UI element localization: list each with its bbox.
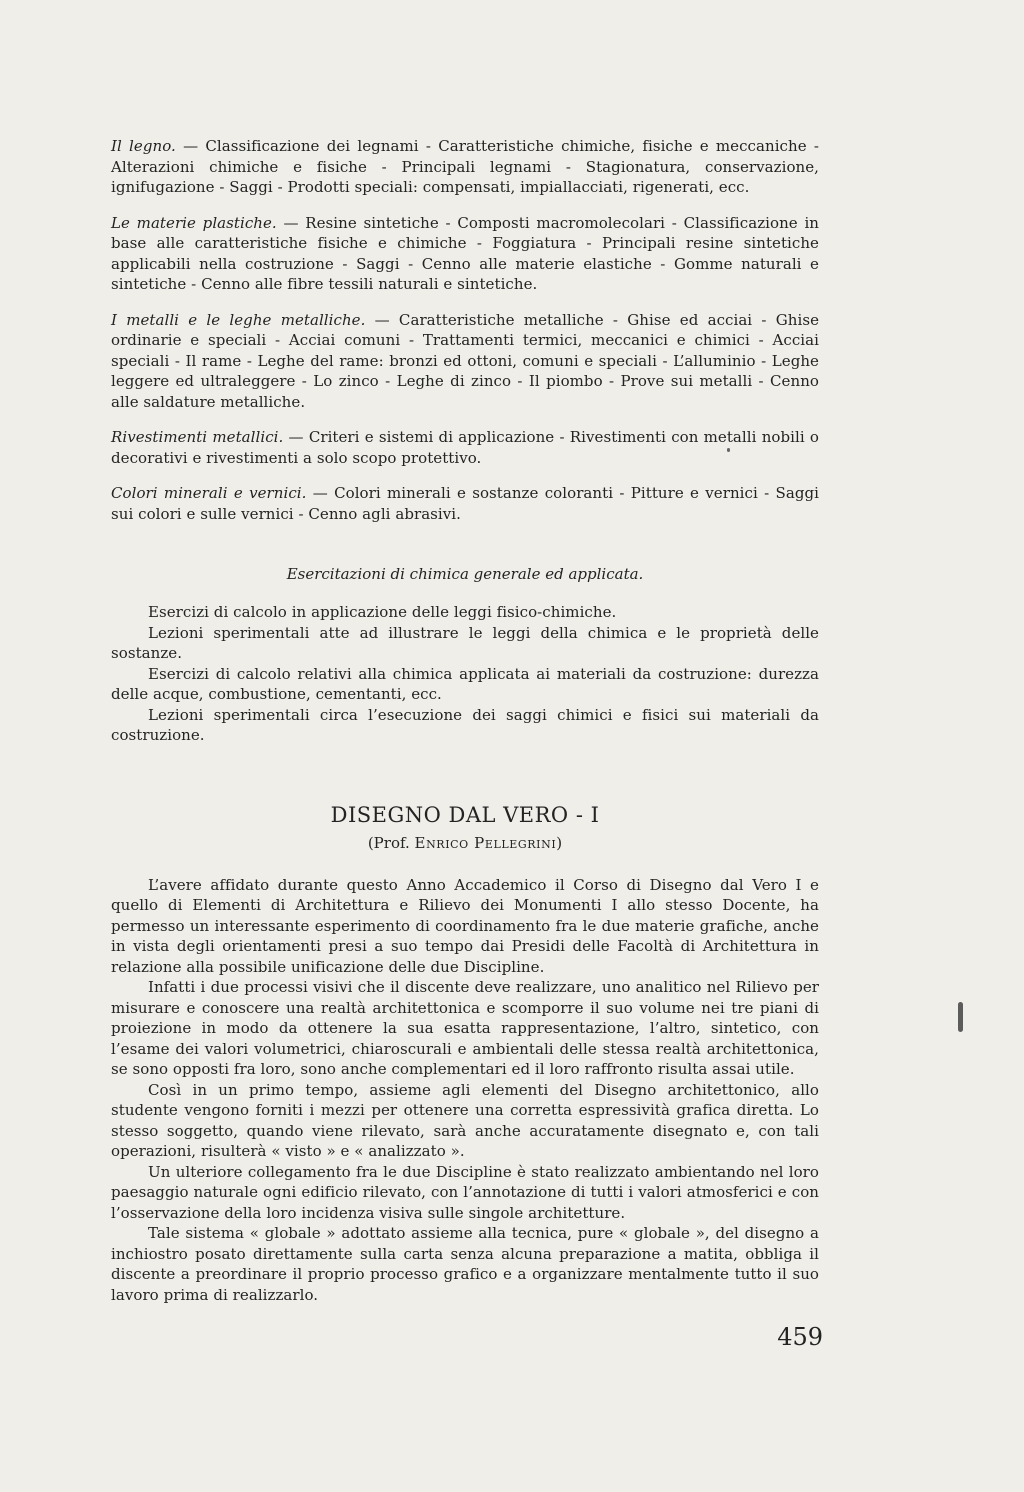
text-column xyxy=(111,136,819,1305)
section-text: — Criteri e sistemi di applicazione - Rivestimenti con metalli nobili o decorativi e rivestimenti a solo scopo protettivo. xyxy=(111,428,819,467)
esercitazioni-item: Esercizi di calcolo in applicazione delle leggi fisico-chimiche. xyxy=(148,603,617,621)
page-number: 459 xyxy=(777,1323,823,1351)
professor-line xyxy=(111,833,819,853)
section-metalli xyxy=(111,310,819,413)
section-colori xyxy=(111,483,819,524)
esercitazioni-item: Esercizi di calcolo relativi alla chimica applicata ai materiali da costruzione: durezza delle acque, combustione, cementanti, ecc. xyxy=(111,664,819,703)
section-heading: Rivestimenti metallici. xyxy=(111,428,284,446)
section-heading: Colori minerali e vernici. xyxy=(111,484,307,502)
section-heading: Le materie plastiche. xyxy=(111,213,277,232)
esercitazioni-block xyxy=(111,564,819,746)
section-text: — Colori minerali e sostanze coloranti - Pitture e vernici - Saggi sui colori e sulle vernici - Cenno agli abrasivi. xyxy=(111,484,820,523)
course-title: DISEGNO DAL VERO - I xyxy=(330,802,600,827)
section-text: — Resine sintetiche - Composti macromolecolari - Classificazione in base alle caratteristiche fisiche e chimiche - Foggiatura - Principali resine sintetiche applicabili nella costruzione - Saggi - Cenno alle materie elastiche - Gomme naturali e sintetiche - Cenno alle fibre tessili naturali e sintetiche. xyxy=(111,213,820,293)
professor-prefix: (Prof. xyxy=(367,833,415,852)
esercitazioni-title: Esercitazioni di chimica generale ed applicata. xyxy=(286,565,644,583)
ink-speck xyxy=(958,1002,963,1032)
body-paragraph: Tale sistema « globale » adottato assieme alla tecnica, pure « globale », del disegno a inchiostro posato direttamente sulla carta senza alcuna preparazione a matita, obbliga il discente a preordinare il proprio processo grafico e a organizzare mentalmente tutto il suo lavoro prima di realizzarlo. xyxy=(111,1224,819,1304)
body-paragraph: Così in un primo tempo, assieme agli elementi del Disegno architettonico, allo studente vengono forniti i mezzi per ottenere una corretta espressività grafica diretta. Lo stesso soggetto, quando viene rilevato, sarà anche accuratamente disegnato e, con tali operazioni, risulterà « visto » e « analizzato ». xyxy=(111,1080,819,1160)
body-paragraph: Un ulteriore collegamento fra le due Discipline è stato realizzato ambientando nel loro paesaggio naturale ogni edificio rilevato, con l’annotazione di tutti i valori atmosferici e con l’osservazione della loro incidenza visiva sulle singole architetture. xyxy=(111,1162,819,1222)
body-paragraph: Infatti i due processi visivi che il discente deve realizzare, uno analitico nel Rilievo per misurare e conoscere una realtà architettonica e scomporre il suo volume nei tre piani di proiezione in modo da ottenere la sua esatta rappresentazione, l’altro, sintetico, con l’esame dei valori volumetrici, chiaroscurali e ambientali delle stessa realtà architettonica, se sono opposti fra loro, sono anche complementari ed il loro raffronto risulta assai utile. xyxy=(111,978,819,1078)
esercitazioni-item: Lezioni sperimentali circa l’esecuzione dei saggi chimici e fisici sui materiali da costruzione. xyxy=(111,705,819,744)
section-text: — Caratteristiche metalliche - Ghise ed acciai - Ghise ordinarie e speciali - Acciai comuni - Trattamenti termici, meccanici e chimici - Acciai speciali - Il rame - Leghe del rame: bronzi ed ottoni, comuni e speciali - L’alluminio - Leghe leggere ed ultraleggere - Lo zinco - Leghe di zinco - Il piombo - Prove sui metalli - Cenno alle saldature metalliche. xyxy=(111,310,819,411)
section-legno xyxy=(111,136,819,198)
ink-dot xyxy=(727,448,730,452)
section-rivestimenti xyxy=(111,427,819,468)
course-body xyxy=(111,875,819,1306)
section-materie-plastiche xyxy=(111,213,819,295)
section-heading: Il legno. xyxy=(111,137,176,155)
professor-name: Enrico Pellegrini xyxy=(414,833,557,852)
section-heading: I metalli e le leghe metalliche. xyxy=(111,310,366,329)
body-paragraph: L’avere affidato durante questo Anno Accademico il Corso di Disegno dal Vero I e quello di Elementi di Architettura e Rilievo dei Monumenti I allo stesso Docente, ha permesso un interessante esperimento di coordinamento fra le due materie grafiche, anche in vista degli orientamenti presi a suo tempo dai Presidi delle Facoltà di Architettura in relazione alla possibile unificazione delle due Discipline. xyxy=(111,875,819,976)
section-text: — Classificazione dei legnami - Caratteristiche chimiche, fisiche e meccaniche - Alterazioni chimiche e fisiche - Principali legnami - Stagionatura, conservazione, ignifugazione - Saggi - Prodotti speciali: compensati, impiallacciati, rigenerati, ecc. xyxy=(111,137,819,196)
esercitazioni-item: Lezioni sperimentali atte ad illustrare le leggi della chimica e le proprietà delle sostanze. xyxy=(111,623,819,662)
professor-suffix: ) xyxy=(556,833,563,852)
